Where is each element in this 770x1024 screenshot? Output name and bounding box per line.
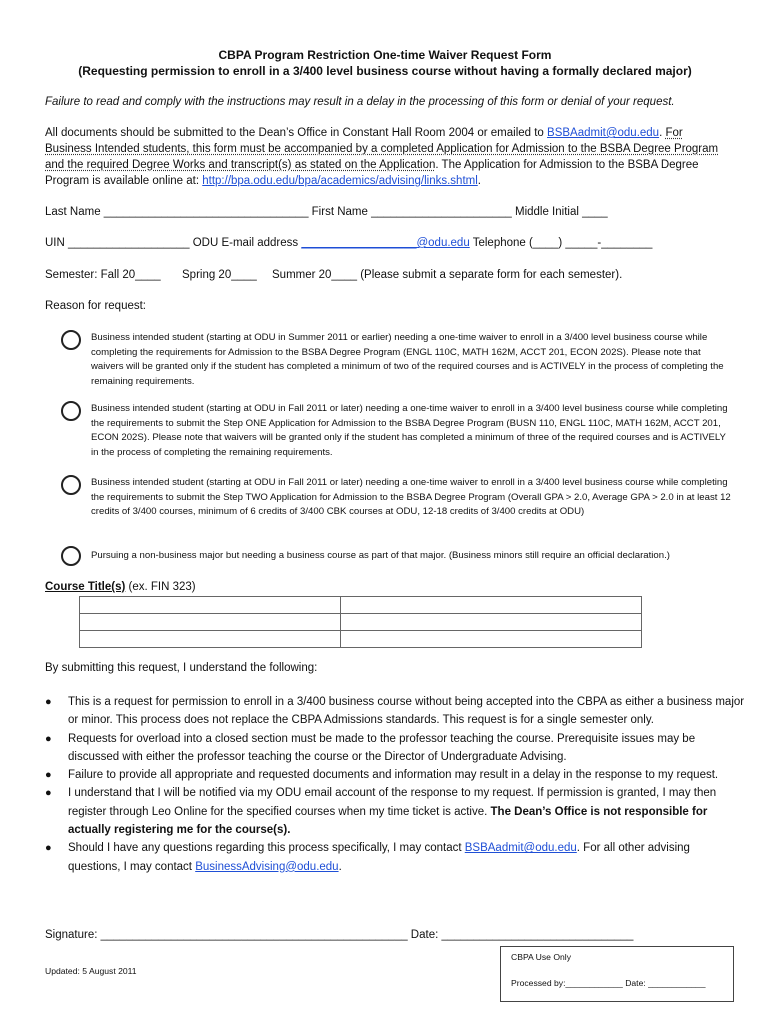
reason-radio-4[interactable] [61,546,81,566]
list-item: ● Failure to provide all appropriate and requested documents and information may result in a delay in the response to my request. [45,766,745,784]
table-row [80,614,642,631]
bsba-admit-email-link[interactable]: BSBAadmit@odu.edu [464,842,577,855]
warning-text: Failure to read and comply with the instructions may result in a delay in the processing of this form or denial of your request. [45,96,675,108]
reason-label: Reason for request: [45,300,147,312]
course-title-table [79,596,642,648]
table-row [80,631,642,648]
semester-spring-field[interactable]: Spring 20____ [182,269,257,281]
list-item: ● This is a request for permission to enroll in a 3/400 business course without being accepted into the CBPA as either a business major or minor. This process does not replace the CBPA Admissions standards. This request is for a single semester only. [45,693,745,730]
bsba-application-link[interactable]: http://bpa.odu.edu/bpa/academics/advising/links.shtml [202,175,478,187]
business-advising-email-link[interactable]: BusinessAdvising@odu.edu [195,860,339,873]
course-title-cell[interactable] [341,597,642,614]
form-title: CBPA Program Restriction One-time Waiver Request Form [218,48,552,62]
course-title-cell[interactable] [341,631,642,648]
bsba-admit-email-link[interactable]: BSBAadmit@odu.edu [547,127,660,139]
course-title-cell[interactable] [80,614,341,631]
course-title-cell[interactable] [341,614,642,631]
list-item: ● Requests for overload into a closed section must be made to the professor teaching the course. Prerequisite issues may be discussed with either the professor teaching the course or the Director of Undergraduate Advising. [45,730,745,767]
list-item: ● I understand that I will be notified via my ODU email account of the response to my request. If permission is granted, I may then register through Leo Online for the specified courses when my time ticket is active. The Dean’s Office is not responsible for actually registering me for the course(s). [45,784,745,839]
bullet-icon: ● [45,696,52,708]
reason-radio-1[interactable] [61,330,81,350]
submission-line-4: Program is available online at: http://bpa.odu.edu/bpa/academics/advising/links.shtml. [45,175,481,187]
contact-fields[interactable]: UIN ___________________ ODU E-mail address __________________@odu.edu Telephone (____) _____-________ [45,237,653,249]
reason-option-2: Business intended student (starting at ODU in Fall 2011 or later) needing a one-time waiver to enroll in a 3/400 level business course while completing the requirements to submit the Step ONE Application for Admission to the BSBA Degree Program (BUSN 110, ENGL 110C, MATH 162M, ACCT 201, ECON 202S). Please note that waivers will be granted only if the student has completed a minimum of three of the required courses and is ACTIVELY in the process of completing the remaining requirements. [91,403,728,458]
bullet-icon: ● [45,787,52,800]
course-title-cell[interactable] [80,631,341,648]
bullet-icon: ● [45,769,52,782]
submission-line-2: Business Intended students, this form must be accompanied by a completed Application for Admission to the BSBA Degree Program [45,143,719,155]
table-row [80,597,642,614]
odu-email-field[interactable]: __________________@odu.edu [301,237,470,249]
reason-option-1: Business intended student (starting at ODU in Summer 2011 or earlier) needing a one-time waiver to enroll in a 3/400 level business course while completing the requirements for Admission to the BSBA Degree Program (ENGL 110C, MATH 162M, ACCT 201, ECON 202S). Please note that waivers will be granted only if the student has completed a minimum of two of the required courses and is ACTIVELY in the process of completing the remaining requirements. [91,332,724,387]
bullet-icon: ● [45,842,52,855]
submission-line-1: All documents should be submitted to the Dean’s Office in Constant Hall Room 2004 or emailed to BSBAadmit@odu.edu. For [45,127,683,139]
processed-by-field[interactable]: Processed by:____________ Date: ____________ [511,978,706,988]
terms-list [45,693,745,876]
understand-label: By submitting this request, I understand the following: [45,662,318,674]
name-fields[interactable]: Last Name ________________________________ First Name ______________________ Middle Initial ____ [45,206,608,218]
reason-option-3: Business intended student (starting at ODU in Fall 2011 or later) needing a one-time waiver to enroll in a 3/400 level business course while completing the requirements to submit the Step TWO Application for Admission to the BSBA Degree Program (Overall GPA > 2.0, Average GPA > 2.0 in at least 12 credits of 3/400 courses, minimum of 6 credits of 3/400 CBK courses at ODU, 12-18 credits of 3/400 credits at ODU) [91,477,731,518]
reason-radio-2[interactable] [61,401,81,421]
bullet-icon: ● [45,732,52,745]
reason-radio-3[interactable] [61,475,81,495]
updated-date: Updated: 5 August 2011 [45,966,137,976]
course-title-cell[interactable] [80,597,341,614]
submission-line-3: and the required Degree Works and transcript(s) as stated on the Application. The Application for Admission to the BSBA Degree [45,159,699,171]
office-use-title: CBPA Use Only [511,952,572,962]
semester-fall-field[interactable]: Semester: Fall 20____ [45,269,161,281]
signature-field[interactable]: Signature: ________________________________________________ Date: ______________________________ [45,929,634,941]
reason-option-4: Pursuing a non-business major but needing a business course as part of that major. (Business minors still require an official declaration.) [91,550,670,561]
list-item: ● Should I have any questions regarding this process specifically, I may contact BSBAadmit@odu.edu. For all other advising questions, I may contact BusinessAdvising@odu.edu. [45,839,745,876]
course-title-label: Course Title(s) (ex. FIN 323) [45,581,196,593]
office-use-box [500,946,734,1002]
semester-summer-field[interactable]: Summer 20____ (Please submit a separate form for each semester). [272,269,623,281]
form-subtitle: (Requesting permission to enroll in a 3/400 level business course without having a formally declared major) [78,64,692,78]
